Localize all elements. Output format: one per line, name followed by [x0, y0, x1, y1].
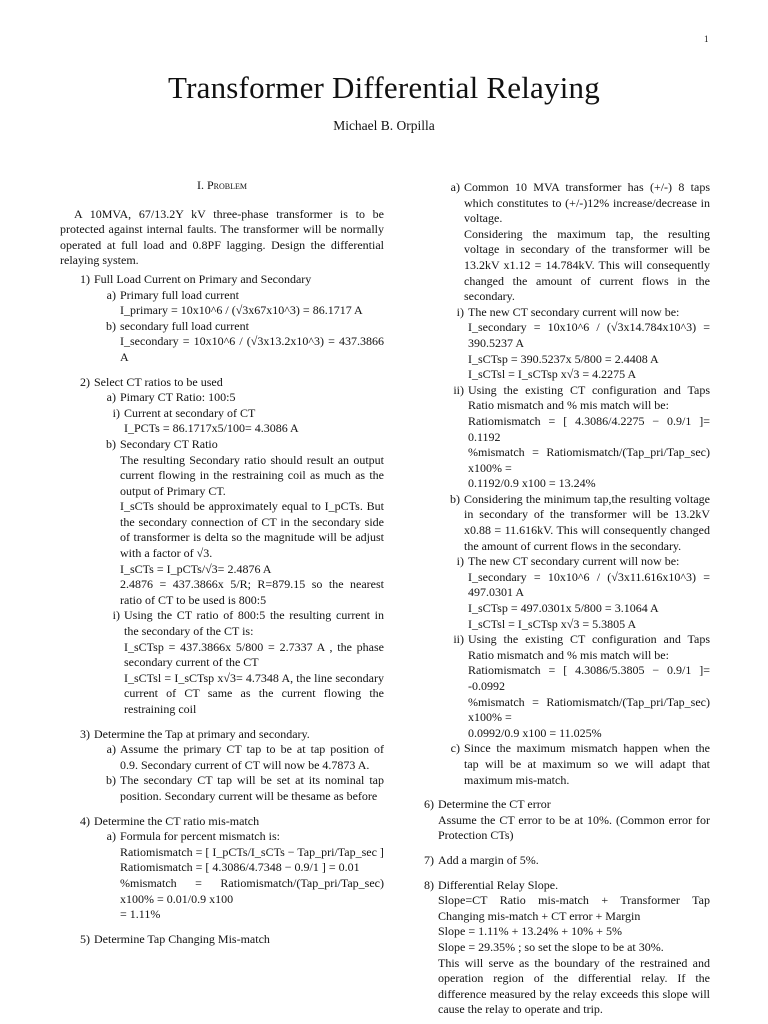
- list-item-label: [90, 640, 124, 671]
- list-item-label: [434, 476, 468, 492]
- list-item-label: [90, 876, 120, 907]
- list-item-label: [90, 421, 124, 437]
- list-item: [90, 608, 384, 639]
- section-name: Problem: [206, 178, 247, 192]
- list-item: [434, 414, 710, 445]
- left-column: [60, 178, 384, 947]
- list-item-text: Considering the minimum tap,the resulting voltage in secondary of the transformer will be 13.2kV x0.88 = 11.616kV. This will consequently changed the amount of current flows in the secondary.: [464, 491, 710, 553]
- list-item-label: [90, 453, 120, 500]
- list-item-label: i): [112, 405, 120, 420]
- list-item-label: [434, 227, 464, 305]
- list-item: [434, 492, 710, 554]
- list-item-text: %mismatch = Ratiomismatch/(Tap_pri/Tap_sec) x100% =: [468, 445, 710, 475]
- list-item-label: [434, 570, 468, 601]
- list-item-text: Pimary CT Ratio: 100:5: [120, 390, 236, 405]
- list-item: [60, 814, 384, 830]
- right-column: [404, 180, 710, 1018]
- list-item-text: Assume the primary CT tap to be at tap position of 0.9. Secondary current of CT will now be 4.7873 A.: [120, 742, 384, 772]
- list-item: [90, 421, 384, 437]
- list-item-label: [90, 845, 120, 861]
- list-item: [434, 663, 710, 694]
- list-item-text: The new CT secondary current will now be:: [468, 554, 680, 569]
- list-item-text: Formula for percent mismatch is:: [120, 829, 280, 844]
- list-item-text: The secondary CT tap will be set at its nominal tap position. Secondary current will be thesame as before: [120, 773, 384, 803]
- list-item-text: Determine Tap Changing Mis-match: [94, 931, 270, 946]
- list-item: [404, 940, 710, 956]
- list-item: [90, 390, 384, 406]
- list-item-label: 2): [80, 374, 90, 389]
- list-item-text: Differential Relay Slope.: [438, 877, 559, 892]
- list-item: [90, 876, 384, 907]
- left-problem-list: [60, 272, 384, 947]
- list-item: [434, 367, 710, 383]
- list-item-text: Primary full load current: [120, 287, 239, 302]
- list-item-text: Determine the CT error: [438, 797, 551, 812]
- section-number: I.: [196, 178, 204, 192]
- list-item: [60, 272, 384, 288]
- list-item: [434, 632, 710, 663]
- list-item-text: %mismatch = Ratiomismatch/(Tap_pri/Tap_sec) x100% = 0.01/0.9 x100: [120, 875, 384, 906]
- list-item-text: This will serve as the boundary of the restrained and operation region of the differential relay. If the difference measured by the relay exceeds this slope will cause the relay to operate and trip.: [438, 955, 710, 1017]
- list-item-text: Determine the Tap at primary and secondary.: [94, 726, 310, 741]
- list-item-text: Ratiomismatch = [ I_pCTs/I_sCTs − Tap_pri/Tap_sec ]: [120, 844, 384, 859]
- list-item: [90, 742, 384, 773]
- list-item-label: [434, 352, 468, 368]
- list-item-text: I_secondary = 10x10^6 / (√3x11.616x10^3) = 497.0301 A: [468, 569, 710, 600]
- list-item-text: I_PCTs = 86.1717x5/100= 4.3086 A: [124, 421, 299, 436]
- list-item-label: [434, 663, 468, 694]
- list-item: [90, 303, 384, 319]
- list-item-text: %mismatch = Ratiomismatch/(Tap_pri/Tap_sec) x100% =: [468, 694, 710, 725]
- list-item-text: Assume the CT error to be at 10%. (Common error for Protection CTs): [438, 812, 710, 843]
- list-item-label: 1): [80, 271, 90, 286]
- list-item-label: [404, 924, 438, 940]
- list-item: [90, 453, 384, 500]
- list-item-label: a): [106, 829, 116, 844]
- list-item-label: [434, 601, 468, 617]
- list-item-label: a): [106, 287, 116, 302]
- list-item-text: Secondary CT Ratio: [120, 436, 218, 451]
- list-item: [434, 570, 710, 601]
- problem-statement: A 10MVA, 67/13.2Y kV three-phase transformer is to be protected against internal faults. The transformer will be normally operated at full load and 0.8PF lagging. Design the differential relaying system.: [60, 206, 384, 268]
- list-item: [90, 319, 384, 335]
- list-item-text: I_sCTsp = 497.0301x 5/800 = 3.1064 A: [468, 601, 659, 616]
- list-item: [434, 601, 710, 617]
- list-item-text: The resulting Secondary ratio should result an output current flowing in the restraining coil as much as the output of Primary CT.: [120, 452, 384, 498]
- list-item: [434, 695, 710, 726]
- list-item: [60, 727, 384, 743]
- list-item-text: I_sCTsp = 390.5237x 5/800 = 2.4408 A: [468, 351, 659, 366]
- list-item-text: Using the existing CT configuration and Taps Ratio mismatch and % mis match will be:: [468, 632, 710, 662]
- list-item-label: [434, 445, 468, 476]
- list-item-text: I_sCTsl = I_sCTsp x√3 = 4.2275 A: [468, 367, 637, 382]
- right-problem-list: [404, 180, 710, 1018]
- list-item: [434, 305, 710, 321]
- list-item-label: [90, 499, 120, 561]
- list-item-text: 0.1192/0.9 x100 = 13.24%: [468, 476, 596, 491]
- list-item: [434, 476, 710, 492]
- list-item-text: Since the maximum mismatch happen when the tap will be at maximum so we will adapt that maximum mis-match.: [464, 741, 710, 787]
- list-item-label: ii): [453, 632, 464, 647]
- list-item: [90, 562, 384, 578]
- list-item-text: Using the existing CT configuration and Taps Ratio mismatch and % mis match will be:: [468, 382, 710, 413]
- list-item-label: a): [106, 390, 116, 405]
- list-item: [90, 829, 384, 845]
- list-item-text: Determine the CT ratio mis-match: [94, 813, 260, 828]
- list-item-text: I_primary = 10x10^6 / (√3x67x10^3) = 86.1717 A: [120, 303, 363, 318]
- list-item-text: Current at secondary of CT: [124, 405, 256, 420]
- list-item-label: i): [456, 304, 464, 319]
- list-item-label: [404, 813, 438, 844]
- list-item-text: secondary full load current: [120, 318, 249, 333]
- list-item-label: [90, 671, 124, 718]
- list-item-text: Ratiomismatch = [ 4.3086/4.2275 − 0.9/1 ]= 0.1192: [468, 413, 710, 444]
- list-item-label: [434, 726, 468, 742]
- list-item-text: Slope=CT Ratio mis-match + Transformer Tap Changing mis-match + CT error + Margin: [438, 893, 710, 923]
- list-item: [90, 671, 384, 718]
- list-item-label: c): [450, 741, 460, 756]
- list-item-label: i): [112, 608, 120, 623]
- list-item: [60, 375, 384, 391]
- list-item-label: 7): [424, 852, 434, 867]
- list-item-label: [434, 414, 468, 445]
- list-item-text: I_secondary = 10x10^6 / (√3x13.2x10^3) = 437.3866 A: [120, 334, 384, 364]
- list-item-label: [90, 303, 120, 319]
- list-item-label: [90, 907, 120, 923]
- list-item-text: Slope = 1.11% + 13.24% + 10% + 5%: [438, 924, 622, 939]
- list-item-label: [434, 320, 468, 351]
- list-item-text: Using the CT ratio of 800:5 the resulting current in the secondary of the CT is:: [124, 608, 384, 639]
- list-item-text: I_sCTsl = I_sCTsp x√3= 4.7348 A, the line secondary current of CT same as the current flowing the restraining coil: [124, 670, 384, 716]
- list-item-text: = 1.11%: [120, 907, 161, 922]
- list-item: [90, 907, 384, 923]
- list-item-text: I_secondary = 10x10^6 / (√3x14.784x10^3) = 390.5237 A: [468, 320, 710, 350]
- list-item-label: 4): [80, 813, 90, 828]
- list-item: [404, 878, 710, 894]
- list-item: [434, 383, 710, 414]
- list-item-text: I_sCTsl = I_sCTsp x√3 = 5.3805 A: [468, 616, 637, 631]
- list-item-label: i): [456, 554, 464, 569]
- list-item-label: [90, 562, 120, 578]
- list-item-text: 2.4876 = 437.3866x 5/R; R=879.15 so the nearest ratio of CT to be used is 800:5: [120, 577, 384, 607]
- list-item-text: Considering the maximum tap, the resulting voltage in secondary of the transformer will be 13.2kV x1.12 = 14.784kV. This will consequently changed the amount of current flows in the secondary.: [464, 226, 710, 304]
- author-name: Michael B. Orpilla: [333, 118, 435, 133]
- list-item: [434, 320, 710, 351]
- list-item-text: Ratiomismatch = [ 4.3086/5.3805 − 0.9/1 ]= -0.0992: [468, 663, 710, 693]
- list-item: [90, 845, 384, 861]
- list-item-text: 0.0992/0.9 x100 = 11.025%: [468, 725, 602, 740]
- list-item-text: The new CT secondary current will now be:: [468, 304, 680, 319]
- list-item-label: [90, 860, 120, 876]
- list-item-label: b): [106, 318, 116, 333]
- list-item: [90, 577, 384, 608]
- list-item-label: [90, 577, 120, 608]
- list-item-label: 5): [80, 931, 90, 946]
- list-item: [90, 640, 384, 671]
- page-number: 1: [704, 34, 709, 44]
- list-item-label: ii): [453, 382, 464, 397]
- list-item-text: Ratiomismatch = [ 4.3086/4.7348 − 0.9/1 ] = 0.01: [120, 860, 360, 875]
- list-item-label: [404, 893, 438, 924]
- list-item: [434, 445, 710, 476]
- list-item: [404, 853, 710, 869]
- list-item: [434, 554, 710, 570]
- list-item: [90, 860, 384, 876]
- list-item: [404, 797, 710, 813]
- list-item: [434, 180, 710, 227]
- list-item: [90, 406, 384, 422]
- list-item-text: Full Load Current on Primary and Secondary: [94, 271, 312, 286]
- list-item: [404, 893, 710, 924]
- list-item-text: Select CT ratios to be used: [94, 374, 223, 389]
- list-item: [404, 813, 710, 844]
- list-item-label: [404, 956, 438, 1018]
- list-item: [90, 437, 384, 453]
- list-item-text: Common 10 MVA transformer has (+/-) 8 taps which constitutes to (+/-)12% increase/decrease in voltage.: [464, 180, 710, 226]
- list-item: [90, 288, 384, 304]
- list-item-label: [434, 695, 468, 726]
- list-item-label: a): [450, 180, 460, 194]
- list-item: [434, 352, 710, 368]
- list-item-text: I_sCTs should be approximately equal to I_pCTs. But the secondary connection of CT in the secondary side of transformer is delta so the magnitude will be adjust with a factor of √3.: [120, 499, 384, 561]
- list-item-label: b): [106, 436, 116, 451]
- section-heading: [60, 178, 384, 194]
- list-item: [434, 617, 710, 633]
- list-item: [90, 334, 384, 365]
- list-item-label: b): [450, 491, 460, 506]
- list-item: [434, 227, 710, 305]
- list-item: [90, 499, 384, 561]
- list-item-label: 3): [80, 726, 90, 741]
- list-item-label: [90, 334, 120, 365]
- list-item: [404, 924, 710, 940]
- list-item-text: Add a margin of 5%.: [438, 852, 539, 867]
- list-item-label: [434, 617, 468, 633]
- list-item: [60, 932, 384, 948]
- list-item-text: I_sCTsp = 437.3866x 5/800 = 2.7337 A , the phase secondary current of the CT: [124, 639, 384, 670]
- list-item: [90, 773, 384, 804]
- list-item: [434, 726, 710, 742]
- list-item: [434, 741, 710, 788]
- list-item-label: [434, 367, 468, 383]
- list-item-label: [404, 940, 438, 956]
- paper-title: Transformer Differential Relaying: [168, 70, 600, 105]
- list-item-label: a): [106, 742, 116, 757]
- list-item-label: 8): [424, 877, 434, 892]
- list-item: [404, 956, 710, 1018]
- list-item-text: Slope = 29.35% ; so set the slope to be at 30%.: [438, 939, 664, 954]
- list-item-label: 6): [424, 797, 434, 812]
- list-item-text: I_sCTs = I_pCTs/√3= 2.4876 A: [120, 561, 272, 576]
- list-item-label: b): [106, 773, 116, 788]
